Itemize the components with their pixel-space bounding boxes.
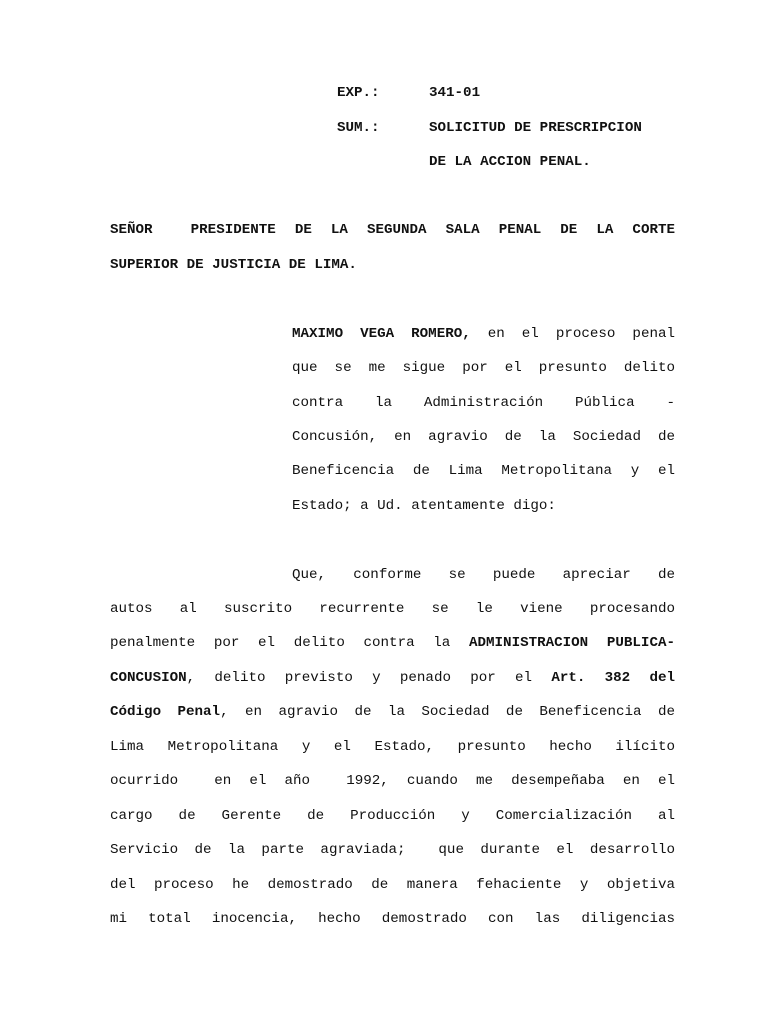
intro-line1-text: en el proceso penal (470, 326, 675, 342)
intro-line6: Estado; a Ud. atentamente digo: (292, 498, 556, 514)
addressee-line2: SUPERIOR DE JUSTICIA DE LIMA. (110, 257, 357, 273)
penal-code: Código Penal (110, 704, 221, 720)
sum-value-line2: DE LA ACCION PENAL. (429, 154, 591, 170)
sum-value-line1: SOLICITUD DE PRESCRIPCION (429, 120, 642, 136)
addressee-line1: SEÑOR PRESIDENTE DE LA SEGUNDA SALA PENAL DE LA CORTE (110, 222, 675, 238)
body-line2: autos al suscrito recurrente se le viene procesando (110, 601, 675, 617)
body-line4 (110, 670, 675, 686)
body-line11: mi total inocencia, hecho demostrado con las diligencias (110, 911, 675, 927)
body-line5 (110, 704, 675, 720)
body-line7: ocurrido en el año 1992, cuando me desempeñaba en el (110, 773, 675, 789)
body-line5-text: , en agravio de la Sociedad de Beneficencia de (220, 704, 675, 720)
body-line6: Lima Metropolitana y el Estado, presunto hecho ilícito (110, 739, 675, 755)
intro-line3: contra la Administración Pública - (292, 395, 675, 411)
intro-line4: Concusión, en agravio de la Sociedad de (292, 429, 675, 445)
body-line8: cargo de Gerente de Producción y Comercialización al (110, 808, 675, 824)
intro-line1 (292, 326, 675, 342)
intro-line5: Beneficencia de Lima Metropolitana y el (292, 463, 675, 479)
body-line3 (110, 635, 675, 651)
body-line10: del proceso he demostrado de manera fehaciente y objetiva (110, 877, 675, 893)
body-line9: Servicio de la parte agraviada; que durante el desarrollo (110, 842, 675, 858)
crime-name: ADMINISTRACION PUBLICA- (469, 635, 675, 651)
intro-line2: que se me sigue por el presunto delito (292, 360, 675, 376)
body-line1: Que, conforme se puede apreciar de (292, 567, 675, 583)
sum-label: SUM.: (337, 120, 380, 136)
crime-subtype: CONCUSION (110, 670, 187, 686)
exp-value: 341-01 (429, 85, 481, 101)
body-line4-text: , delito previsto y penado por el (186, 670, 552, 686)
petitioner-name: MAXIMO VEGA ROMERO, (292, 326, 471, 342)
article-reference: Art. 382 del (551, 670, 675, 686)
exp-label: EXP.: (337, 85, 380, 101)
body-line3-text: penalmente por el delito contra la (110, 635, 469, 651)
